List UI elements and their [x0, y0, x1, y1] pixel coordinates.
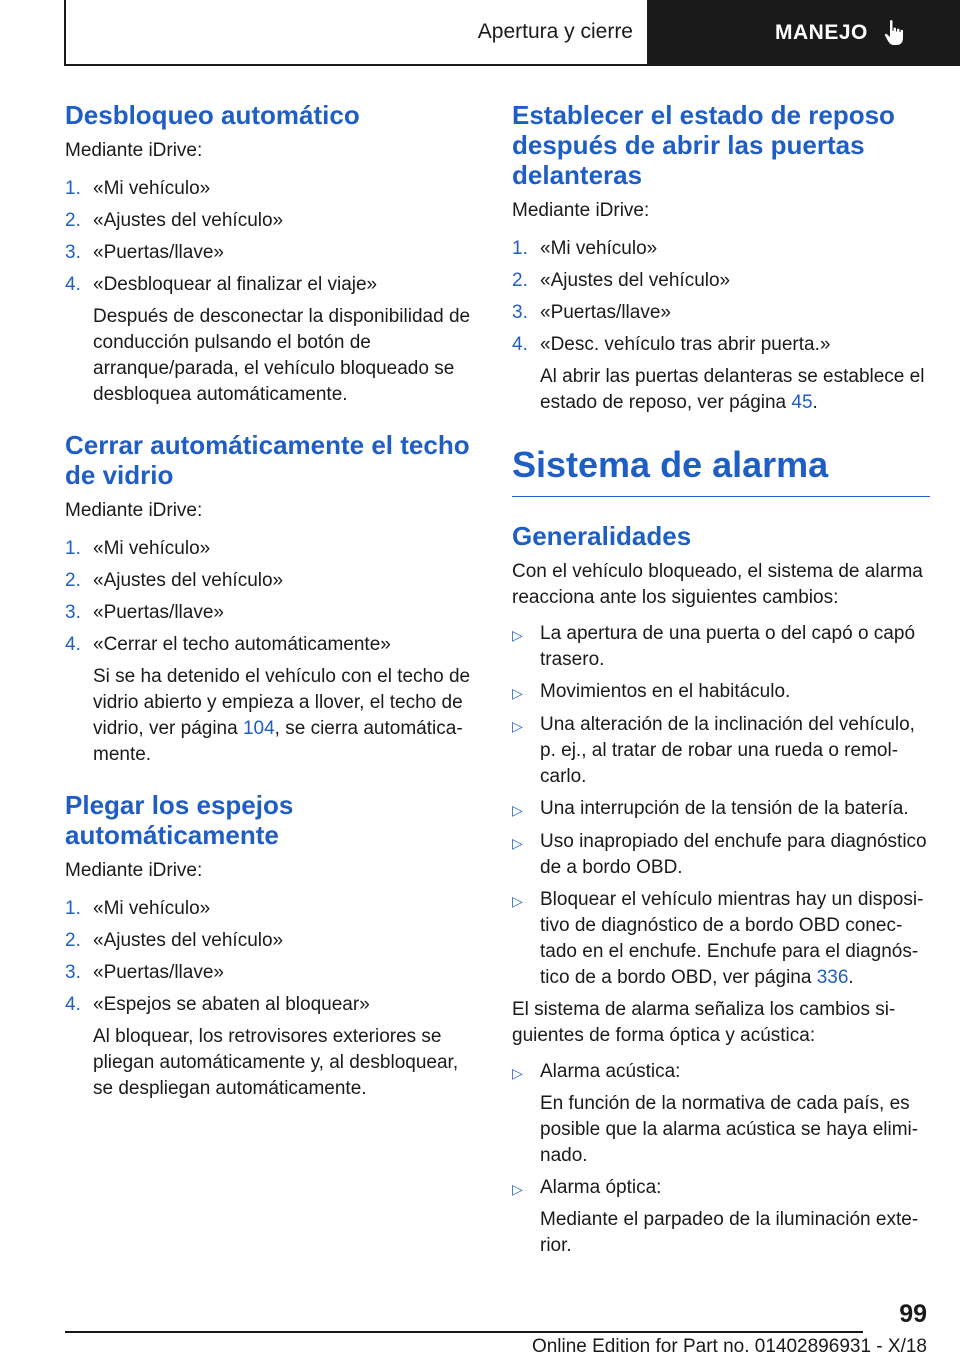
mirrors-intro: Mediante iDrive:: [65, 860, 203, 881]
list-item: ▷ Bloquear el vehículo mientras hay un dispositivo de diagnóstico de a bordo OBD conectado en el enchufe. Enchufe para el diagnóstico de a bordo OBD, ver página 336.: [512, 887, 930, 991]
list-item: 2. «Ajustes del vehículo»: [65, 570, 284, 591]
list-item: ▷ Una interrupción de la tensión de la batería.: [512, 796, 930, 823]
triangle-right-icon: ▷: [512, 802, 523, 818]
signal-intro: El sistema de alarma señaliza los cambios siguientes de forma óptica y acústica:: [512, 999, 896, 1046]
list-item: 1. «Mi vehículo»: [65, 538, 211, 559]
hand-pointer-icon: [884, 19, 906, 47]
triangle-right-icon: ▷: [512, 835, 523, 851]
footer-edition: Online Edition for Part no. 01402896931 - X/18: [531, 1336, 927, 1357]
mirrors-note: Al bloquear, los retrovisores exteriores se pliegan automáticamente y, al desbloquear, se despliegan automáticamente.: [93, 1026, 459, 1099]
section-title: Apertura y cierre: [477, 20, 633, 43]
list-item: ▷ La apertura de una puerta o del capó o capó trasero.: [512, 621, 930, 673]
section-heading-roof: Cerrar automáticamente el techo de vidrio: [65, 430, 470, 490]
footer-divider: [65, 1331, 863, 1333]
chapter-heading-alarm: Sistema de alarma: [512, 444, 930, 497]
roof-intro: Mediante iDrive:: [65, 500, 203, 521]
list-item: 3. «Puertas/llave»: [512, 302, 671, 323]
triangle-right-icon: ▷: [512, 1181, 523, 1197]
list-item: ▷ Una alteración de la inclinación del vehículo, p. ej., al tratar de robar una rueda o remolcarlo.: [512, 712, 930, 790]
list-item: 1. «Mi vehículo»: [65, 178, 211, 199]
left-column: [65, 100, 477, 1108]
list-item: 1. «Mi vehículo»: [65, 898, 211, 919]
mirrors-steps: [65, 896, 477, 1102]
list-item: 2. «Ajustes del vehículo»: [512, 270, 731, 291]
section-heading-standby: Establecer el estado de reposo después de abrir las puertas delanteras: [512, 100, 895, 190]
unlock-note: Después de desconectar la disponibilidad de conducción pulsando el botón de arranque/parada, el vehículo bloqueado se desbloquea automáticamente.: [93, 306, 471, 405]
right-column: [512, 100, 930, 1265]
list-item: 4. «Desbloquear al finalizar el viaje» Después de desconectar la disponibilidad de conducción pulsando el botón de arranque/parada, el vehículo bloqueado se desbloquea automáticamente.: [65, 272, 477, 408]
alarm-triggers: [512, 621, 930, 991]
triangle-right-icon: ▷: [512, 627, 523, 643]
section-heading-general: Generalidades: [512, 521, 692, 551]
triangle-right-icon: ▷: [512, 893, 523, 909]
list-item: 1. «Mi vehículo»: [512, 238, 658, 259]
section-tab: [64, 0, 649, 66]
list-item: 4. «Cerrar el techo automáticamente» Si se ha detenido el vehículo con el techo de vidrio abierto y empieza a llover, el techo de vidrio, ver página 104, se cierra automáticamente.: [65, 632, 477, 768]
page-link-45[interactable]: 45: [791, 392, 813, 413]
standby-note: Al abrir las puertas delanteras se establece el estado de reposo, ver página 45.: [540, 366, 925, 413]
list-item: ▷ Uso inapropiado del enchufe para diagnóstico de a bordo OBD.: [512, 829, 930, 881]
general-intro: Con el vehículo bloqueado, el sistema de alarma reacciona ante los siguientes cambios:: [512, 561, 923, 608]
page-number: 99: [899, 1300, 927, 1328]
triangle-right-icon: ▷: [512, 1065, 523, 1081]
standby-steps: [512, 236, 930, 416]
list-item: 4. «Espejos se abaten al bloquear» Al bloquear, los retrovisores exteriores se pliegan automáticamente y, al desbloquear, se despliegan automáticamente.: [65, 992, 477, 1102]
list-item: ▷ Alarma óptica: Mediante el parpadeo de la iluminación exterior.: [512, 1175, 930, 1259]
triangle-right-icon: ▷: [512, 718, 523, 734]
list-item: 2. «Ajustes del vehículo»: [65, 210, 284, 231]
section-heading-unlock: Desbloqueo automático: [65, 100, 360, 130]
list-item: ▷ Movimientos en el habitáculo.: [512, 679, 930, 706]
page-header: [64, 0, 960, 66]
section-heading-mirrors: Plegar los espejos automáticamente: [65, 790, 294, 850]
roof-steps: [65, 536, 477, 768]
list-item: 4. «Desc. vehículo tras abrir puerta.» Al abrir las puertas delanteras se establece el estado de reposo, ver página 45.: [512, 332, 930, 416]
list-item: ▷ Alarma acústica: En función de la normativa de cada país, es posible que la alarma acústica se haya eliminado.: [512, 1059, 930, 1169]
list-item: 3. «Puertas/llave»: [65, 962, 224, 983]
list-item: 2. «Ajustes del vehículo»: [65, 930, 284, 951]
page-link-104[interactable]: 104: [242, 718, 275, 739]
roof-note: Si se ha detenido el vehículo con el techo de vidrio abierto y empieza a llover, el techo de vidrio, ver página 104, se cierra automáticamente.: [93, 666, 471, 765]
chapter-title: MANEJO: [775, 21, 868, 44]
standby-intro: Mediante iDrive:: [512, 200, 650, 221]
list-item: 3. «Puertas/llave»: [65, 242, 224, 263]
unlock-steps: [65, 176, 477, 408]
list-item: 3. «Puertas/llave»: [65, 602, 224, 623]
unlock-intro: Mediante iDrive:: [65, 140, 203, 161]
alarm-signals: [512, 1059, 930, 1259]
triangle-right-icon: ▷: [512, 685, 523, 701]
chapter-tab: [649, 0, 960, 66]
page-link-336[interactable]: 336: [816, 967, 849, 988]
